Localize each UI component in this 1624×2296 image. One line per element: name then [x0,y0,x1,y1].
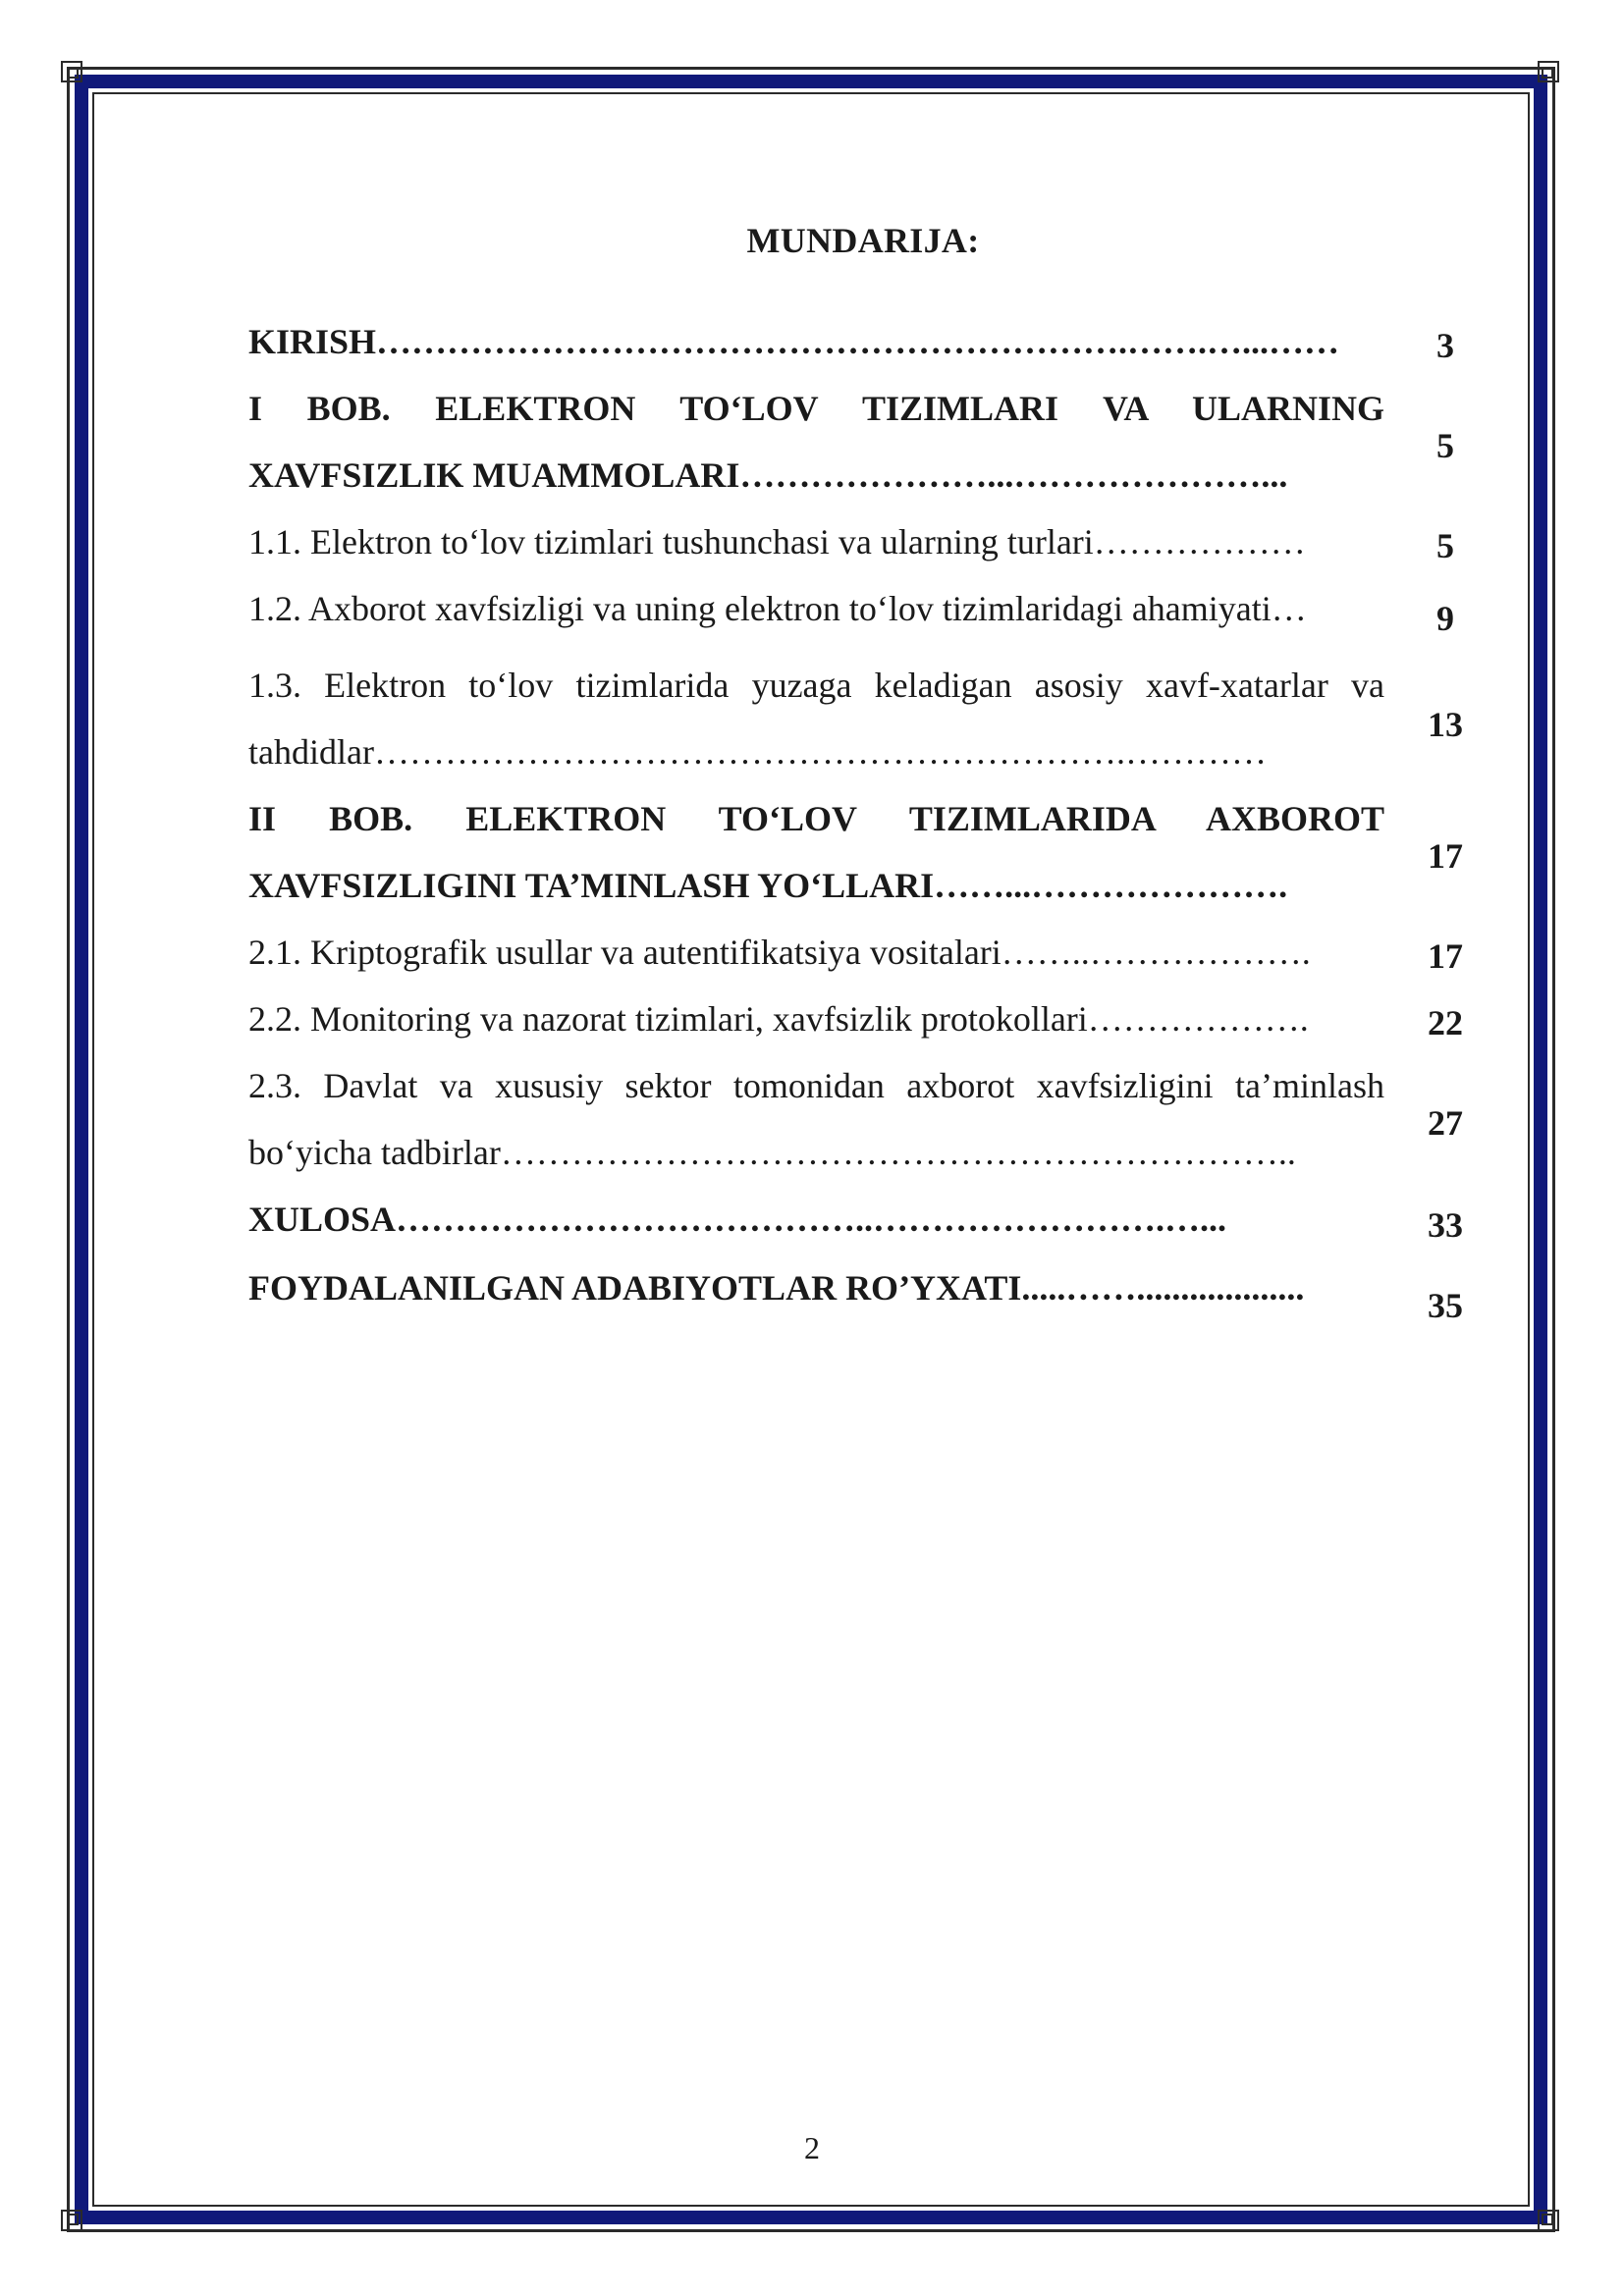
toc-entry-text: 2.2. Monitoring va nazorat tizimlari, xavfsizlik protokollari………………. [248,999,1309,1039]
toc-page-number: 13 [1428,705,1463,744]
toc-page-number: 5 [1436,526,1454,565]
toc-entry-text: XAVFSIZLIGINI TA’MINLASH YO‘LLARI……...…………………. [248,866,1288,905]
toc-entry-text: I BOB. ELEKTRON TO‘LOV TIZIMLARI VA ULARNING [248,389,1384,428]
toc-entry-text: XULOSA…………………………………..…………………….…... [248,1200,1227,1239]
toc-page-number: 17 [1428,836,1463,876]
toc-entry-text: 2.3. Davlat va xususiy sektor tomonidan axborot xavfsizligini ta’minlash [248,1066,1384,1105]
toc-entry-text: tahdidlar……………………………………………………….………… [248,732,1267,772]
toc-page-number: 22 [1428,1003,1463,1042]
toc-entry-text: II BOB. ELEKTRON TO‘LOV TIZIMLARIDA AXBOROT [248,799,1384,838]
toc-entry-text: 2.1. Kriptografik usullar va autentifikatsiya vositalari……..………………. [248,933,1311,972]
toc-page-number: 3 [1436,326,1454,365]
toc-entry-text: XAVFSIZLIK MUAMMOLARI…………………...…………………... [248,455,1288,495]
toc-entry-text: 1.1. Elektron to‘lov tizimlari tushunchasi va ularning turlari……………… [248,522,1306,561]
toc-page-number: 5 [1436,426,1454,465]
corner-ornament [61,61,86,86]
toc-page-number: 17 [1428,936,1463,976]
toc-page-number: 9 [1436,599,1454,638]
corner-ornament [1538,2210,1563,2235]
toc-page-number: 35 [1428,1286,1463,1325]
toc-entry-text: FOYDALANILGAN ADABIYOTLAR RO’YXATI.....……................... [248,1268,1305,1308]
toc-entry-text: 1.3. Elektron to‘lov tizimlarida yuzaga keladigan asosiy xavf-xatarlar va [248,666,1384,705]
toc-title: MUNDARIJA: [746,221,980,260]
toc-page-number: 33 [1428,1205,1463,1245]
toc-page-number: 27 [1428,1103,1463,1143]
page-number: 2 [804,2130,820,2165]
toc-entry-text: bo‘yicha tadbirlar………………………………………………………….. [248,1133,1296,1172]
corner-ornament [1538,61,1563,86]
corner-ornament [61,2210,86,2235]
toc-entry-text: KIRISH……………………………………………………….…….…...…… [248,322,1340,361]
toc-entry-text: 1.2. Axborot xavfsizligi va uning elektron to‘lov tizimlaridagi ahamiyati… [248,589,1307,628]
